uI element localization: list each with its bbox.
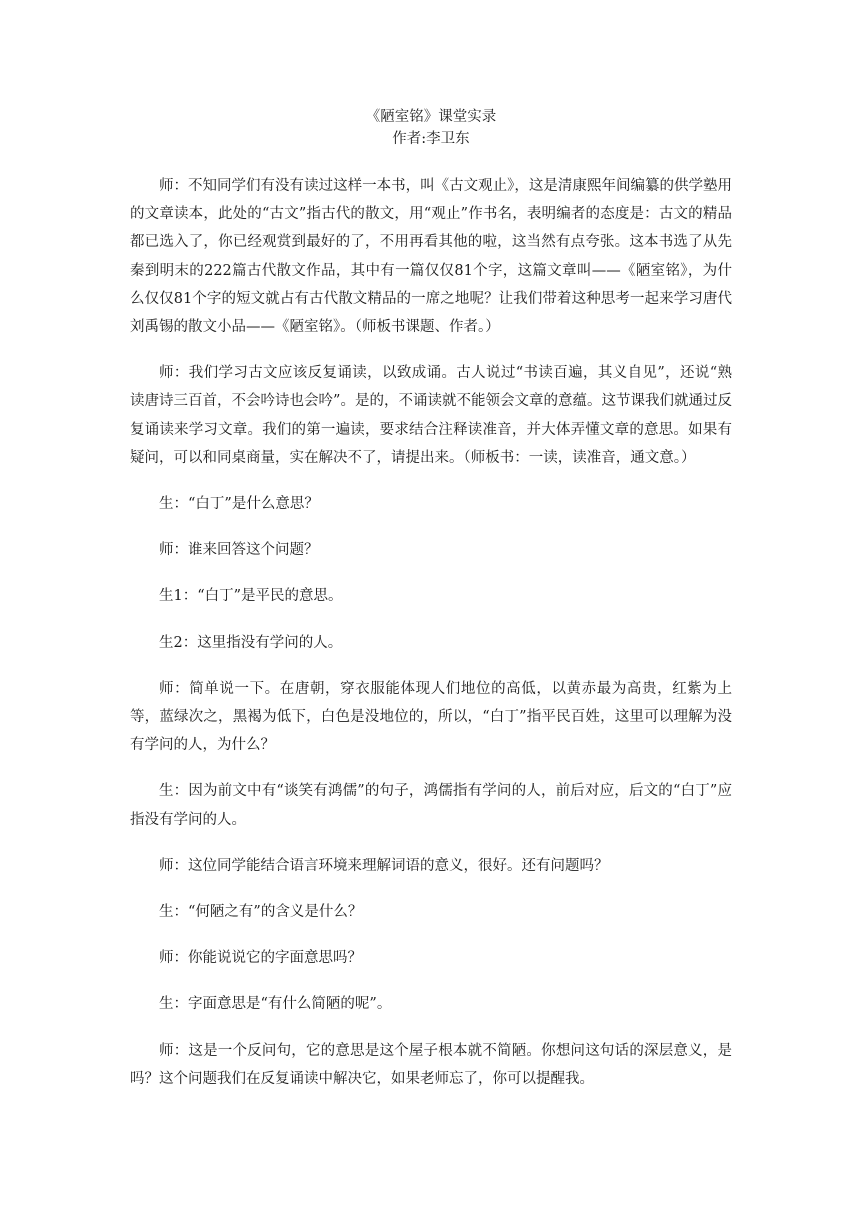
dialogue-line: 师：你能说说它的字面意思吗？ [159,950,362,967]
dialogue-line: 生：“白丁”是什么意思？ [159,496,319,513]
document-body [130,106,732,1111]
dialogue-line: 师：简单说一下。在唐朝，穿衣服能体现人们地位的高低，以黄赤最为高贵，红紫为上等，蓝绿次之，黑褐为低下，白色是没地位的，所以，“白丁”指平民百姓，这里可以理解为没有学问的人，为什么？ [130,680,732,754]
paragraph-intro: 师：不知同学们有没有读过这样一本书，叫《古文观止》，这是清康熙年间编纂的供学塾用的文章读本，此处的“古文”指古代的散文，用“观止”作书名，表明编者的态度是：古文的精品都已选入了，你已经观赏到最好的了，不用再看其他的啦，这当然有点夸张。这本书选了从先秦到明末的222篇古代散文作品，其中有一篇仅仅81个字，这篇文章叫——《陋室铭》，为什么仅仅81个字的短文就占有古代散文精品的一席之地呢？让我们带着这种思考一起来学习唐代刘禹锡的散文小品——《陋室铭》。（师板书课题、作者。） [130,178,732,336]
dialogue-line: 生：字面意思是“有什么简陋的呢”。 [159,996,392,1013]
paragraph-reading-method: 师：我们学习古文应该反复诵读，以致成诵。古人说过“书读百遍，其义自见”，还说“熟读唐诗三百首，不会吟诗也会吟”。是的，不诵读就不能领会文章的意蕴。这节课我们就通过反复诵读来学习文章。我们的第一遍读，要求结合注释读准音，并大体弄懂文章的意思。如果有疑问，可以和同桌商量，实在解决不了，请提出来。（师板书：一读，读准音，通文意。） [130,365,732,466]
dialogue-line: 生：因为前文中有“谈笑有鸿儒”的句子，鸿儒指有学问的人，前后对应，后文的“白丁”应指没有学问的人。 [130,783,732,828]
dialogue-line: 师：这是一个反问句，它的意思是这个屋子根本就不简陋。你想问这句话的深层意义，是吗？这个问题我们在反复诵读中解决它，如果老师忘了，你可以提醒我。 [130,1042,732,1087]
dialogue-line: 师：谁来回答这个问题？ [159,542,319,559]
dialogue-line: 师：这位同学能结合语言环境来理解词语的意义，很好。还有问题吗？ [159,857,609,874]
dialogue-line: 生1：“白丁”是平民的意思。 [159,588,343,605]
document-title: 《陋室铭》课堂实录 [365,109,497,125]
dialogue-line: 生：“何陋之有”的含义是什么？ [159,904,363,921]
document-author: 作者:李卫东 [392,131,470,147]
dialogue-line: 生2：这里指没有学问的人。 [159,634,343,651]
